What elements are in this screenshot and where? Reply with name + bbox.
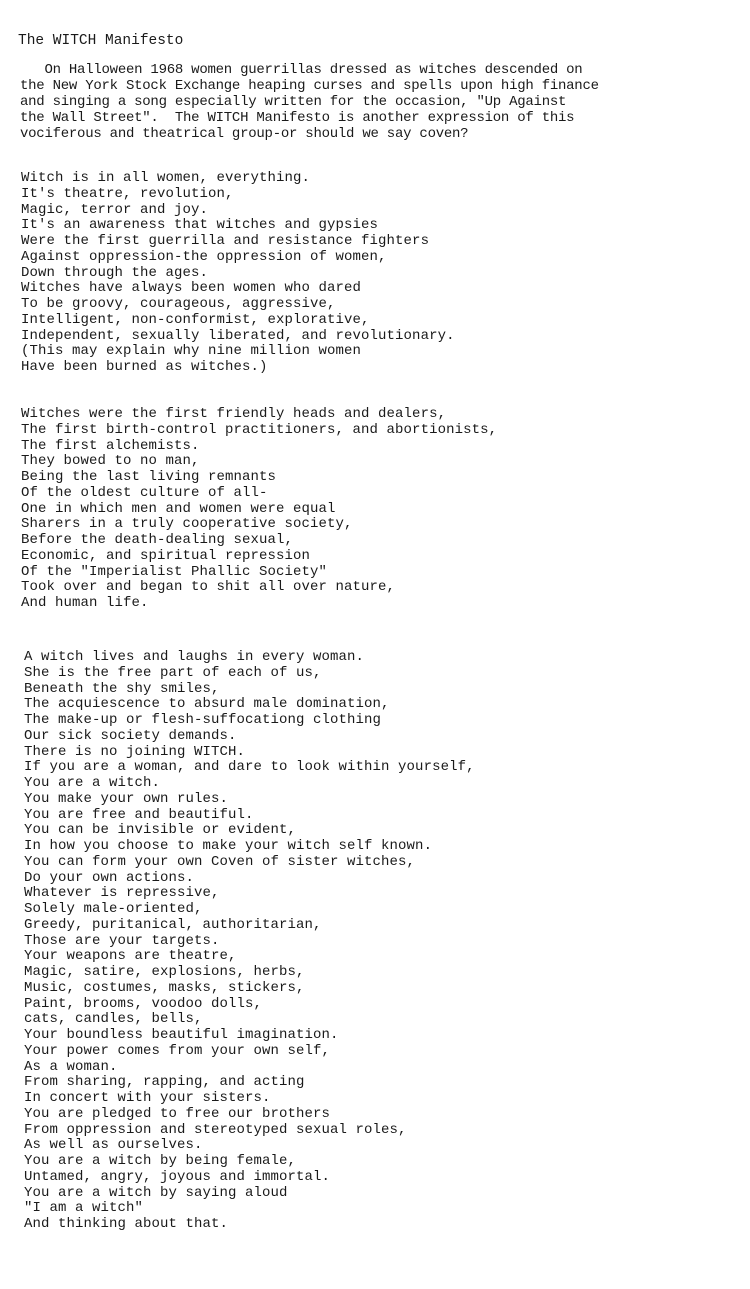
- intro-line: vociferous and theatrical group-or should we say coven?: [20, 126, 469, 142]
- poem-line: Before the death-dealing sexual,: [21, 532, 294, 548]
- poem-line: Do your own actions.: [24, 869, 195, 886]
- poem-line: Independent, sexually liberated, and revolutionary.: [21, 327, 455, 344]
- poem-line: The acquiescence to absurd male domination,: [24, 696, 390, 713]
- poem-line: Of the oldest culture of all-: [21, 484, 268, 501]
- poem-line: And thinking about that.: [24, 1216, 229, 1232]
- poem-stanza-3: [21, 650, 475, 1233]
- poem-line: Music, costumes, masks, stickers,: [24, 979, 305, 996]
- poem-line: Witches have always been women who dared: [21, 280, 362, 297]
- poem-line: Sharers in a truly cooperative society,: [21, 516, 353, 533]
- poem-line: Of the "Imperialist Phallic Society": [21, 563, 328, 580]
- poem-line: Against oppression-the oppression of women,: [21, 248, 387, 265]
- poem-line: Paint, brooms, voodoo dolls,: [24, 995, 263, 1012]
- poem-line: You are free and beautiful.: [24, 806, 254, 823]
- poem-line: cats, candles, bells,: [24, 1011, 203, 1028]
- poem-line: You are a witch.: [24, 775, 161, 791]
- poem-line: From sharing, rapping, and acting: [24, 1074, 305, 1091]
- poem-line: You make your own rules.: [24, 790, 229, 807]
- poem-line: Took over and began to shit all over nature,: [21, 579, 396, 596]
- poem-line: The first birth-control practitioners, and abortionists,: [21, 421, 498, 438]
- poem-line: To be groovy, courageous, aggressive,: [21, 296, 336, 312]
- poem-line: You are a witch by being female,: [24, 1153, 297, 1169]
- poem-line: It's an awareness that witches and gypsies: [21, 217, 379, 234]
- poem-line: Down through the ages.: [21, 264, 209, 281]
- poem-line: One in which men and women were equal: [21, 500, 336, 517]
- poem-line: She is the free part of each of us,: [24, 664, 322, 681]
- poem-line: Intelligent, non-conformist, explorative,: [21, 311, 370, 328]
- poem-line: You are a witch by saying aloud: [24, 1184, 288, 1201]
- poem-line: There is no joining WITCH.: [24, 743, 246, 760]
- poem-stanza-1: [21, 171, 455, 376]
- poem-line: From oppression and stereotyped sexual roles,: [24, 1121, 407, 1138]
- poem-line: It's theatre, revolution,: [21, 185, 234, 202]
- poem-line: Greedy, puritanical, authoritarian,: [24, 916, 322, 933]
- intro-line: and singing a song especially written for the occasion, "Up Against: [20, 94, 567, 110]
- intro-paragraph: [20, 62, 745, 142]
- document-title: The WITCH Manifesto: [18, 33, 184, 49]
- poem-line: The first alchemists.: [21, 437, 200, 454]
- poem-line: And human life.: [21, 595, 149, 611]
- poem-line: As a woman.: [24, 1058, 118, 1075]
- poem-line: Economic, and spiritual repression: [21, 547, 311, 564]
- poem-line: Were the first guerrilla and resistance fighters: [21, 233, 430, 249]
- poem-line: You can be invisible or evident,: [24, 822, 297, 839]
- poem-line: (This may explain why nine million women: [21, 343, 362, 360]
- poem-line: If you are a woman, and dare to look within yourself,: [24, 759, 475, 776]
- poem-line: They bowed to no man,: [21, 453, 200, 470]
- poem-line: Magic, terror and joy.: [21, 201, 209, 218]
- poem-stanza-2: [21, 407, 497, 612]
- poem-line: Have been burned as witches.): [21, 359, 268, 375]
- poem-line: Witch is in all women, everything.: [21, 170, 311, 186]
- intro-line: the Wall Street". The WITCH Manifesto is another expression of this: [20, 110, 575, 126]
- poem-line: Beneath the shy smiles,: [24, 680, 220, 697]
- poem-line: Magic, satire, explosions, herbs,: [24, 964, 305, 980]
- poem-line: Our sick society demands.: [24, 727, 237, 744]
- poem-line: You are pledged to free our brothers: [24, 1105, 331, 1122]
- poem-line: Your weapons are theatre,: [24, 948, 237, 965]
- poem-line: In how you choose to make your witch self known.: [24, 838, 433, 854]
- poem-line: The make-up or flesh-suffocationg clothing: [24, 712, 382, 728]
- poem-line: Your boundless beautiful imagination.: [24, 1027, 339, 1043]
- intro-line: On Halloween 1968 women guerrillas dressed as witches descended on: [20, 62, 583, 78]
- poem-line: Solely male-oriented,: [24, 901, 203, 917]
- poem-line: In concert with your sisters.: [24, 1090, 271, 1106]
- poem-line: Being the last living remnants: [21, 469, 277, 485]
- poem-line: A witch lives and laughs in every woman.: [24, 649, 365, 665]
- poem-line: Those are your targets.: [24, 932, 220, 949]
- poem-line: Whatever is repressive,: [24, 885, 220, 902]
- poem-line: Your power comes from your own self,: [24, 1042, 331, 1059]
- intro-line: the New York Stock Exchange heaping curses and spells upon high finance: [20, 78, 599, 94]
- poem-line: As well as ourselves.: [24, 1137, 203, 1154]
- poem-line: "I am a witch": [24, 1200, 144, 1217]
- poem-line: Witches were the first friendly heads and dealers,: [21, 406, 447, 422]
- poem-line: You can form your own Coven of sister witches,: [24, 853, 416, 870]
- poem-line: Untamed, angry, joyous and immortal.: [24, 1168, 331, 1185]
